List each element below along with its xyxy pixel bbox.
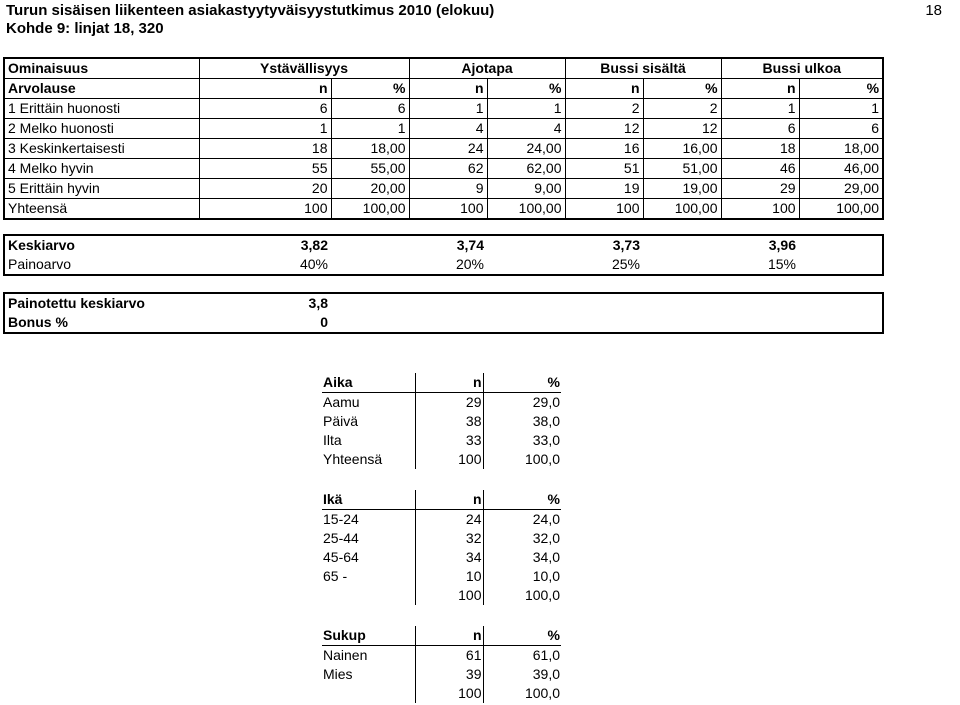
cell: 29,00 — [799, 179, 883, 199]
cell: 10,0 — [532, 568, 560, 584]
table-row — [322, 510, 561, 530]
weight-value: 15% — [767, 256, 796, 272]
cell: 6 — [199, 99, 331, 119]
cell: 61 — [415, 646, 483, 666]
cell: 62,00 — [487, 159, 565, 179]
group-header: Ajotapa — [409, 58, 565, 79]
gender-table — [322, 626, 561, 703]
cell: 100 — [415, 586, 483, 605]
row-label: 2 Melko huonosti — [4, 119, 199, 139]
cell: 55 — [199, 159, 331, 179]
column-header: n — [415, 626, 483, 646]
weighted-value: 3,8 — [308, 295, 328, 311]
weight-value: 25% — [611, 256, 640, 272]
row-label: Ilta — [322, 431, 415, 450]
cell: 24 — [415, 510, 483, 530]
mean-label: Keskiarvo — [8, 237, 75, 253]
sub-header: % — [799, 79, 883, 99]
cell: 2 — [643, 99, 721, 119]
report-title: Turun sisäisen liikenteen asiakastyytyväisyystutkimus 2010 (elokuu) — [6, 2, 495, 19]
table-row — [322, 567, 561, 586]
total-row — [322, 684, 561, 703]
column-header: % — [483, 626, 561, 646]
cell: 100 — [415, 450, 483, 469]
row-label: 25-44 — [322, 529, 415, 548]
table-row — [322, 665, 561, 684]
row-label: Mies — [322, 665, 415, 684]
cell: 9 — [409, 179, 487, 199]
weight-value: 20% — [455, 256, 484, 272]
cell: 51 — [565, 159, 643, 179]
weighted-average-table — [3, 292, 884, 334]
cell: 100 — [409, 199, 487, 220]
mean-value: 3,82 — [300, 237, 328, 253]
cell: 20 — [199, 179, 331, 199]
cell: 34 — [415, 548, 483, 567]
cell: 38,0 — [532, 413, 560, 429]
cell: 6 — [799, 119, 883, 139]
cell: 100,00 — [487, 199, 565, 220]
group-header: Bussi sisältä — [565, 58, 721, 79]
cell: 1 — [721, 99, 799, 119]
sub-label: Arvolause — [4, 79, 199, 99]
weighted-label: Painotettu keskiarvo — [8, 295, 145, 311]
table-row — [4, 99, 883, 119]
cell: 18 — [199, 139, 331, 159]
cell: 100 — [199, 199, 331, 220]
cell: 100 — [565, 199, 643, 220]
weight-value: 40% — [299, 256, 328, 272]
table-row — [4, 139, 883, 159]
row-label: 65 - — [322, 567, 415, 586]
cell: 38 — [415, 412, 483, 431]
table-row — [322, 548, 561, 567]
bonus-row — [4, 313, 883, 333]
cell: 1 — [409, 99, 487, 119]
report-subtitle: Kohde 9: linjat 18, 320 — [6, 20, 164, 37]
sub-header: n — [721, 79, 799, 99]
cell: 18 — [721, 139, 799, 159]
cell: 34,0 — [532, 549, 560, 565]
cell: 20,00 — [331, 179, 409, 199]
cell: 100,0 — [524, 685, 560, 701]
mean-value: 3,96 — [768, 237, 796, 253]
column-header: Sukup — [322, 626, 415, 646]
cell: 6 — [721, 119, 799, 139]
weight-label: Painoarvo — [8, 256, 72, 272]
header-row — [322, 490, 561, 510]
cell: 29 — [415, 393, 483, 413]
cell: 6 — [331, 99, 409, 119]
row-label — [322, 586, 415, 605]
cell: 32,0 — [532, 530, 560, 546]
row-label: Yhteensä — [322, 450, 415, 469]
row-label: 15-24 — [322, 510, 415, 530]
cell: 33,0 — [532, 432, 560, 448]
cell: 46 — [721, 159, 799, 179]
cell: 1 — [487, 99, 565, 119]
table-row — [322, 393, 561, 413]
table-row — [322, 431, 561, 450]
cell: 29,0 — [532, 394, 560, 410]
table-row — [322, 450, 561, 469]
column-header: n — [415, 373, 483, 393]
cell: 51,00 — [643, 159, 721, 179]
total-row — [322, 586, 561, 605]
table-row — [4, 159, 883, 179]
row-label — [322, 684, 415, 703]
sub-header: n — [199, 79, 331, 99]
cell: 100,00 — [799, 199, 883, 220]
cell: 19 — [565, 179, 643, 199]
cell: 1 — [331, 119, 409, 139]
table-row — [322, 412, 561, 431]
cell: 19,00 — [643, 179, 721, 199]
mean-row — [4, 235, 883, 255]
cell: 9,00 — [487, 179, 565, 199]
column-label: Ominaisuus — [8, 60, 89, 76]
cell: 2 — [565, 99, 643, 119]
cell: 100,0 — [524, 587, 560, 603]
sub-header: % — [331, 79, 409, 99]
mean-value: 3,74 — [456, 237, 484, 253]
page-number: 18 — [925, 2, 942, 19]
weight-row — [4, 255, 883, 275]
cell: 39 — [415, 665, 483, 684]
mean-value: 3,73 — [612, 237, 640, 253]
table-row — [322, 529, 561, 548]
cell: 61,0 — [532, 647, 560, 663]
cell: 10 — [415, 567, 483, 586]
time-of-day-table — [322, 373, 561, 469]
row-label: Aamu — [322, 393, 415, 413]
group-header-row — [4, 58, 883, 79]
row-label: Päivä — [322, 412, 415, 431]
averages-table — [3, 234, 884, 276]
cell: 4 — [487, 119, 565, 139]
column-header: Aika — [322, 373, 415, 393]
sub-header-row — [4, 79, 883, 99]
age-table — [322, 490, 561, 605]
cell: 100 — [721, 199, 799, 220]
column-header: % — [483, 490, 561, 510]
cell: 1 — [799, 99, 883, 119]
column-header: Ikä — [322, 490, 415, 510]
table-row — [4, 119, 883, 139]
cell: 16 — [565, 139, 643, 159]
row-label: 5 Erittäin hyvin — [4, 179, 199, 199]
row-label: 1 Erittäin huonosti — [4, 99, 199, 119]
sub-header: % — [643, 79, 721, 99]
column-header: n — [415, 490, 483, 510]
sub-header: % — [487, 79, 565, 99]
cell: 39,0 — [532, 666, 560, 682]
table-row — [322, 646, 561, 666]
cell: 55,00 — [331, 159, 409, 179]
cell: 100,0 — [524, 451, 560, 467]
cell: 16,00 — [643, 139, 721, 159]
table-row — [4, 179, 883, 199]
satisfaction-table — [3, 57, 884, 220]
group-header: Bussi ulkoa — [721, 58, 883, 79]
cell: 1 — [199, 119, 331, 139]
cell: 62 — [409, 159, 487, 179]
cell: 4 — [409, 119, 487, 139]
cell: 100,00 — [643, 199, 721, 220]
sub-header: n — [409, 79, 487, 99]
cell: 46,00 — [799, 159, 883, 179]
cell: 12 — [565, 119, 643, 139]
cell: 100 — [415, 684, 483, 703]
cell: 29 — [721, 179, 799, 199]
cell: 18,00 — [799, 139, 883, 159]
row-label: 3 Keskinkertaisesti — [4, 139, 199, 159]
bonus-label: Bonus % — [8, 314, 68, 330]
group-header: Ystävällisyys — [199, 58, 409, 79]
column-header: % — [483, 373, 561, 393]
cell: 24,0 — [532, 511, 560, 527]
row-label: Yhteensä — [4, 199, 199, 220]
header-row — [322, 373, 561, 393]
row-label: Nainen — [322, 646, 415, 666]
cell: 12 — [643, 119, 721, 139]
bonus-value: 0 — [320, 314, 328, 330]
row-label: 4 Melko hyvin — [4, 159, 199, 179]
cell: 100,00 — [331, 199, 409, 220]
cell: 32 — [415, 529, 483, 548]
cell: 18,00 — [331, 139, 409, 159]
cell: 24,00 — [487, 139, 565, 159]
sub-header: n — [565, 79, 643, 99]
total-row — [4, 199, 883, 220]
row-label: 45-64 — [322, 548, 415, 567]
weighted-row — [4, 293, 883, 313]
cell: 33 — [415, 431, 483, 450]
header-row — [322, 626, 561, 646]
cell: 24 — [409, 139, 487, 159]
